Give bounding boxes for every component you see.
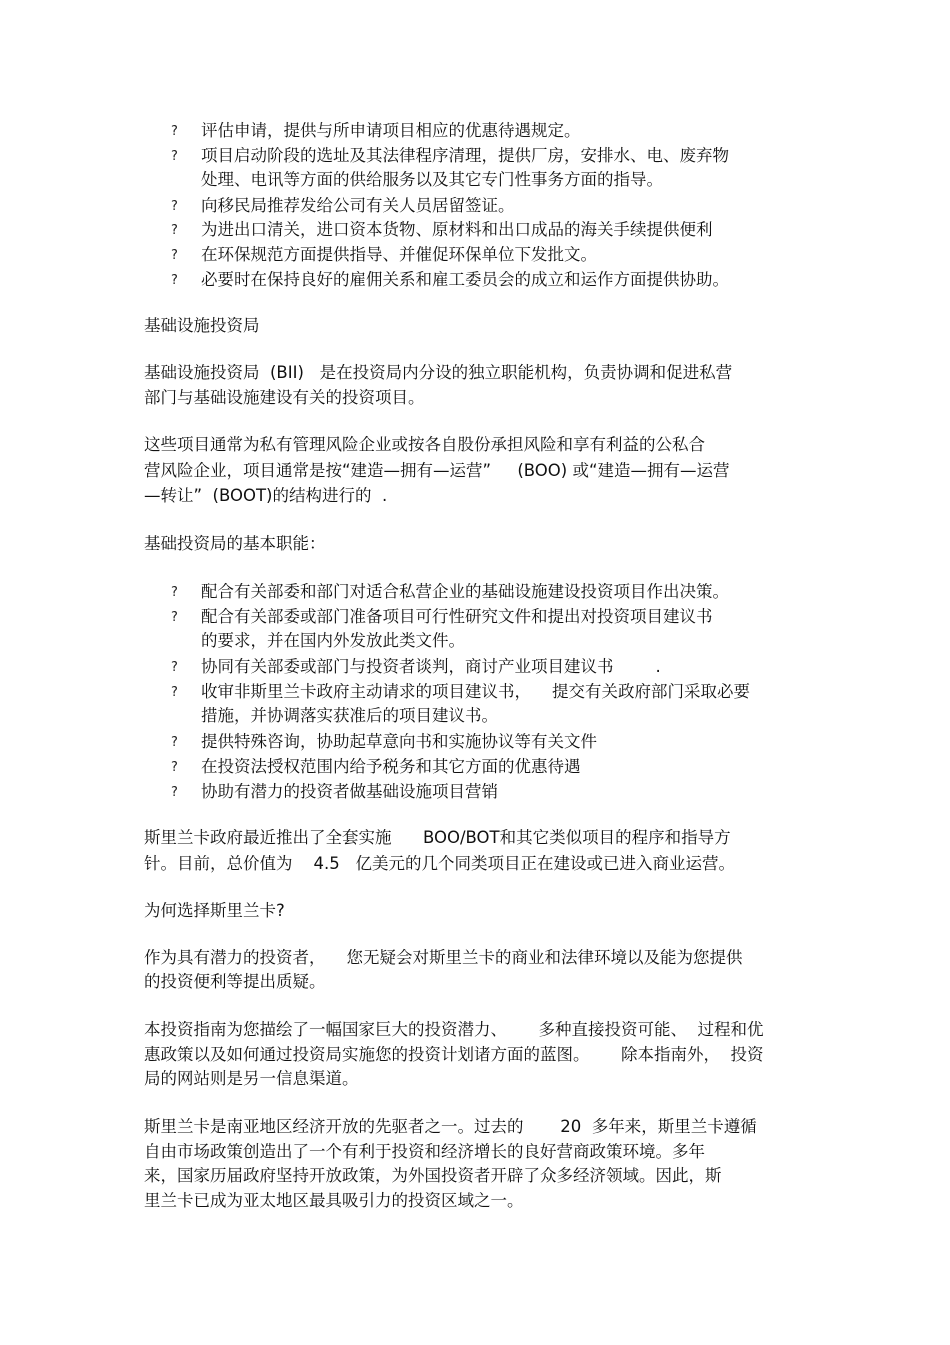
bullet-icon: ?	[171, 685, 178, 700]
list-item	[0, 119, 950, 143]
paragraph-line: 局的网站则是另一信息渠道。	[144, 1069, 359, 1088]
list-item-text: 项目启动阶段的选址及其法律程序清理，提供厂房，安排水、电、废弃物	[201, 146, 729, 165]
list-item-continuation	[0, 168, 950, 192]
paragraph-line: 基础设施投资局 (BII) 是在投资局内分设的独立职能机构，负责协调和促进私营	[144, 363, 733, 382]
list-item-text: 配合有关部委或部门准备项目可行性研究文件和提出对投资项目建议书	[201, 607, 713, 626]
list-item-text: 提供特殊咨询，协助起草意向书和实施协议等有关文件	[201, 732, 597, 751]
paragraph-line: 这些项目通常为私有管理风险企业或按各自股份承担风险和享有利益的公私合	[144, 435, 705, 454]
list-item-text: 评估申请，提供与所申请项目相应的优惠待遇规定。	[201, 121, 581, 140]
list-item-text: 措施，并协调落实获准后的项目建议书。	[201, 706, 498, 725]
bullet-icon: ?	[171, 585, 178, 600]
paragraph-line: 斯里兰卡政府最近推出了全套实施 BOO/BOT和其它类似项目的程序和指导方	[144, 828, 731, 847]
list-item-text: 向移民局推荐发给公司有关人员居留签证。	[201, 196, 515, 215]
list-item	[0, 755, 950, 779]
paragraph-line: 的投资便利等提出质疑。	[144, 972, 326, 991]
bullet-icon: ?	[171, 248, 178, 263]
section-heading-why: 为何选择斯里兰卡?	[144, 901, 285, 920]
paragraph-line: 部门与基础设施建设有关的投资项目。	[144, 388, 425, 407]
list-item-text: 必要时在保持良好的雇佣关系和雇工委员会的成立和运作方面提供协助。	[201, 270, 729, 289]
list-item-continuation	[0, 629, 950, 653]
bullet-icon: ?	[171, 199, 178, 214]
bullet-icon: ?	[171, 735, 178, 750]
paragraph-line: —转让” (BOOT)的结构进行的 .	[144, 486, 388, 505]
list-item-text: 为进出口清关，进口资本货物、原材料和出口成品的海关手续提供便利	[201, 220, 713, 239]
list-item-text: 收审非斯里兰卡政府主动请求的项目建议书， 提交有关政府部门采取必要	[201, 682, 750, 701]
paragraph-line: 针。目前，总价值为 4.5 亿美元的几个同类项目正在建设或已进入商业运营。	[144, 854, 735, 873]
bullet-icon: ?	[171, 149, 178, 164]
list-item-text: 的要求，并在国内外发放此类文件。	[201, 631, 465, 650]
paragraph-line: 惠政策以及如何通过投资局实施您的投资计划诸方面的蓝图。 除本指南外， 投资	[144, 1045, 764, 1064]
paragraph-line: 本投资指南为您描绘了一幅国家巨大的投资潜力、 多种直接投资可能、 过程和优	[144, 1020, 764, 1039]
bullet-icon: ?	[171, 610, 178, 625]
bullet-icon: ?	[171, 124, 178, 139]
list-item-text: 配合有关部委和部门对适合私营企业的基础设施建设投资项目作出决策。	[201, 582, 729, 601]
list-item	[0, 243, 950, 267]
list-item-text: 在环保规范方面提供指导、并催促环保单位下发批文。	[201, 245, 597, 264]
list-item	[0, 655, 950, 679]
list-item	[0, 194, 950, 218]
bullet-icon: ?	[171, 660, 178, 675]
section-heading-bii: 基础设施投资局	[144, 316, 260, 335]
list-item	[0, 580, 950, 604]
list-item-text: 在投资法授权范围内给予税务和其它方面的优惠待遇	[201, 757, 581, 776]
list-item	[0, 218, 950, 242]
list-item-continuation	[0, 704, 950, 728]
list-item	[0, 268, 950, 292]
list-item-text: 协助有潜力的投资者做基础设施项目营销	[201, 782, 498, 801]
list-item	[0, 605, 950, 629]
paragraph-line: 自由市场政策创造出了一个有利于投资和经济增长的良好营商政策环境。多年	[144, 1142, 705, 1161]
list-item	[0, 730, 950, 754]
bullet-icon: ?	[171, 273, 178, 288]
list-item	[0, 680, 950, 704]
paragraph-line: 斯里兰卡是南亚地区经济开放的先驱者之一。过去的 20 多年来，斯里兰卡遵循	[144, 1117, 757, 1136]
bullet-icon: ?	[171, 785, 178, 800]
section-heading-functions: 基础投资局的基本职能：	[144, 534, 326, 553]
paragraph-line: 里兰卡已成为亚太地区最具吸引力的投资区域之一。	[144, 1191, 524, 1210]
list-item	[0, 780, 950, 804]
bullet-icon: ?	[171, 760, 178, 775]
paragraph-line: 来，国家历届政府坚持开放政策，为外国投资者开辟了众多经济领域。因此，斯	[144, 1166, 722, 1185]
list-item-text: 协同有关部委或部门与投资者谈判，商讨产业项目建议书 .	[201, 657, 661, 676]
paragraph-line: 作为具有潜力的投资者， 您无疑会对斯里兰卡的商业和法律环境以及能为您提供	[144, 948, 743, 967]
list-item	[0, 144, 950, 168]
paragraph-line: 营风险企业，项目通常是按“建造—拥有—运营” (BOO) 或“建造—拥有—运营	[144, 461, 730, 480]
list-item-text: 处理、电讯等方面的供给服务以及其它专门性事务方面的指导。	[201, 170, 663, 189]
bullet-icon: ?	[171, 223, 178, 238]
